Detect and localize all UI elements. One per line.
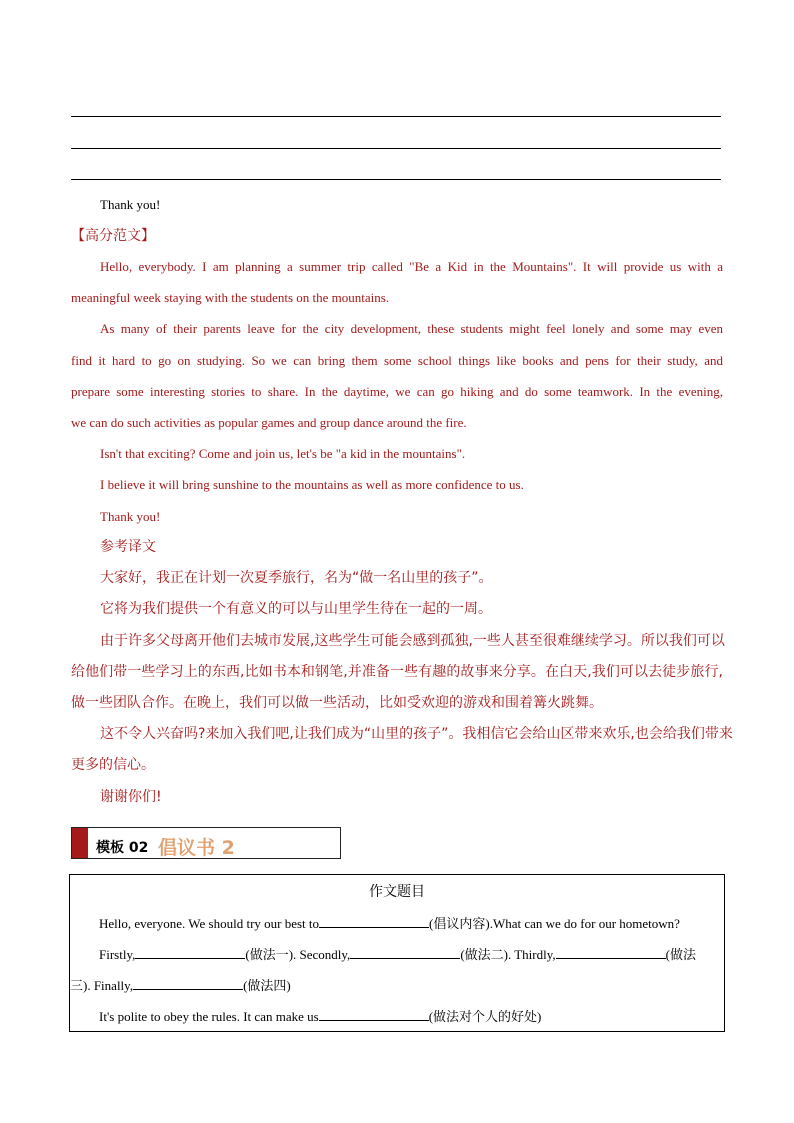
prompt-row-3-text-b: (做法四) xyxy=(243,978,291,993)
essay-p1-l1: Hello, everybody. I am planning a summer trip called "Be a Kid in the Mountains". It will provide us with a xyxy=(100,259,723,274)
prompt-row-1-text-b: (倡议内容).What can we do for our hometown? xyxy=(429,916,680,931)
translation-l4: 给他们带一些学习上的东西,比如书本和钢笔,并准备一些有趣的故事来分享。在白天,我们可以去徒步旅行, xyxy=(71,664,723,680)
section-label: 【高分范文】 xyxy=(71,228,155,244)
prompt-row-4-text-b: (做法对个人的好处) xyxy=(428,1009,542,1024)
template-heading-bar xyxy=(72,828,88,858)
prompt-title: 作文题目 xyxy=(369,884,425,900)
prompt-row-3-text-a: 三). Finally, xyxy=(70,978,134,993)
prompt-row-2-text-a: Firstly, xyxy=(99,947,136,962)
prompt-row-3 xyxy=(70,977,690,994)
blank-method-4[interactable] xyxy=(133,977,243,990)
prompt-row-2-text-c: (做法二). Thirdly, xyxy=(460,947,556,962)
answer-line-3 xyxy=(71,179,721,180)
blank-proposal[interactable] xyxy=(319,915,429,928)
prompt-row-4-text-a: It's polite to obey the rules. It can make us xyxy=(99,1009,319,1024)
blank-method-2[interactable] xyxy=(350,946,460,959)
translation-l5: 做一些团队合作。在晚上，我们可以做一些活动，比如受欢迎的游戏和围着篝火跳舞。 xyxy=(71,695,603,711)
blank-benefit[interactable] xyxy=(319,1008,429,1021)
answer-line-1 xyxy=(71,116,721,117)
template-heading xyxy=(71,827,341,859)
prompt-row-4 xyxy=(99,1008,719,1025)
template-name: 倡议书 2 xyxy=(158,837,235,859)
prompt-row-2-text-d: (做法 xyxy=(665,947,696,962)
translation-heading: 参考译文 xyxy=(100,539,156,555)
translation-l1: 大家好，我正在计划一次夏季旅行，名为“做一名山里的孩子”。 xyxy=(100,570,493,586)
essay-p2-l4: we can do such activities as popular games and group dance around the fire. xyxy=(71,415,467,430)
essay-p2-l1: As many of their parents leave for the city development, these students might feel lonely and some may even xyxy=(100,321,723,336)
essay-p3: Isn't that exciting? Come and join us, let's be "a kid in the mountains". xyxy=(100,446,466,461)
translation-l2: 它将为我们提供一个有意义的可以与山里学生待在一起的一周。 xyxy=(100,601,492,617)
essay-p4: I believe it will bring sunshine to the mountains as well as more confidence to us. xyxy=(100,477,524,492)
essay-p1-l2: meaningful week staying with the students on the mountains. xyxy=(71,290,390,305)
answer-line-2 xyxy=(71,148,721,149)
thanks-top: Thank you! xyxy=(100,197,161,212)
prompt-row-1-text-a: Hello, everyone. We should try our best to xyxy=(99,916,320,931)
essay-p2-l3: prepare some interesting stories to share. In the daytime, we can go hiking and do some teamwork. In the evening, xyxy=(71,384,723,399)
blank-method-1[interactable] xyxy=(135,946,245,959)
prompt-box xyxy=(69,874,725,1032)
essay-p2-l2: find it hard to go on studying. So we can bring them some school things like books and pens for their study, and xyxy=(71,353,723,368)
blank-method-3[interactable] xyxy=(556,946,666,959)
prompt-row-1 xyxy=(99,915,719,932)
translation-l8: 谢谢你们! xyxy=(100,789,162,805)
translation-l7: 更多的信心。 xyxy=(71,757,155,773)
prompt-row-2-text-b: (做法一). Secondly, xyxy=(245,947,351,962)
translation-l6: 这不令人兴奋吗?来加入我们吧,让我们成为“山里的孩子”。我相信它会给山区带来欢乐,也会给我们带来 xyxy=(100,726,733,742)
translation-l3: 由于许多父母离开他们去城市发展,这些学生可能会感到孤独,一些人甚至很难继续学习。所以我们可以 xyxy=(100,633,725,649)
template-code: 模板 02 xyxy=(96,840,149,856)
prompt-row-2 xyxy=(99,946,719,963)
essay-p5: Thank you! xyxy=(100,509,161,524)
